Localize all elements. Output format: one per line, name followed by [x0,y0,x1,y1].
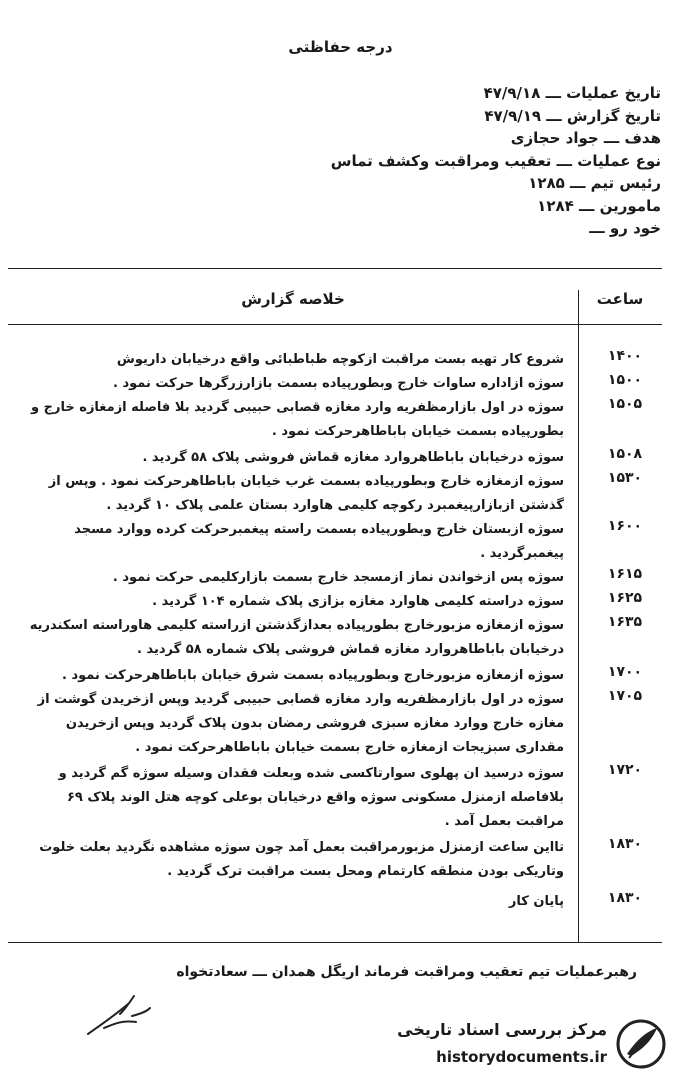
row-summary [24,890,564,914]
quill-pen-logo-icon [615,1018,667,1070]
table-bottom-rule [8,942,662,943]
header-team-leader: رئیس تیم ـــ ۱۲۸۵ [528,174,661,192]
row-summary [24,470,564,518]
row-summary-line: سوژه دراسته کلیمی هاوارد مغازه بزازی پلاک شماره ۱۰۴ گردید . [152,594,564,609]
row-summary-line: سوژه ازاداره ساوات خارج وبطورپیاده بسمت بازارزرگرها حرکت نمود . [113,376,564,391]
row-time: ۱۶۱۵ [607,566,643,582]
header-vehicle: خود رو ـــ [589,219,661,237]
row-time: ۱۶۳۵ [607,614,643,630]
row-time: ۱۵۰۵ [607,396,643,412]
row-summary-line: مراقبت بعمل آمد . [444,814,564,829]
report-table [8,268,662,943]
row-summary [24,446,564,470]
row-summary-line: گذشتن ازبازارپیغمبرد رکوچه کلیمی هاوارد بستان علمی پلاک ۱۰ گردید . [106,498,564,513]
row-summary-line: درخیابان باباطاهروارد مغازه قماش فروشی پلاک شماره ۵۸ گردید . [137,642,564,657]
column-header-summary: خلاصه گزارش [241,290,345,308]
header-target: هدف ـــ جواد حجازی [510,129,661,147]
row-summary-line: بلافاصله ازمنزل مسکونی سوژه واقع درخیابان بوعلی کوچه هتل الوند پلاک ۶۹ [66,790,564,805]
column-header-time: ساعت [596,290,644,308]
row-summary [24,518,564,566]
header-agents: مامورین ـــ ۱۲۸۴ [537,196,661,215]
table-column-divider [578,290,579,942]
row-time: ۱۸۳۰ [607,836,643,852]
row-summary [24,614,564,662]
row-summary-line: پایان کار [508,894,564,909]
row-time: ۱۷۰۰ [607,664,643,680]
watermark [381,1016,671,1074]
row-time: ۱۷۰۵ [607,688,643,704]
row-time: ۱۵۰۰ [607,372,643,388]
row-summary-line: سوژه در اول بازارمظفریه وارد مغازه قصابی حبیبی گردید بلا فاصله ازمغازه خارج و [31,400,564,415]
row-summary-line: سوژه درخیابان باباطاهروارد مغازه قماش فروشی پلاک ۵۸ گردید . [142,450,564,465]
classification-label: درجه حفاظتی [288,38,393,56]
row-summary-line: سوژه ازمغازه مزبورخارج بطورپیاده بعدازگذشتن ازراسته کلیمی هاوراسته اسکندریه [29,618,564,633]
row-time: ۱۵۳۰ [607,470,643,486]
row-summary [24,396,564,444]
row-summary-line: سوژه ازبستان خارج وبطورپیاده بسمت راسته پیغمبرحرکت کرده ووارد مسجد [74,522,564,537]
row-summary-line: تااین ساعت ازمنزل مزبورمراقبت بعمل آمد چون سوژه مشاهده نگردید بعلت خلوت [39,840,564,855]
row-summary [24,590,564,614]
header-operation-type: نوع عملیات ـــ تعقیب ومراقبت وکشف تماس [330,151,661,170]
header-report-date: تاریخ گزارش ـــ ۴۷/۹/۱۹ [484,106,661,125]
row-summary-line: پیغمبرگردید . [480,546,564,561]
row-summary [24,836,564,884]
row-summary-line: بطورپیاده بسمت خیابان باباطاهرحرکت نمود . [271,424,564,439]
row-summary-line: سوژه درسید ان پهلوی سوارتاکسی شده وبعلت فقدان وسیله سوژه گم گردید و [58,766,564,781]
row-summary-line: سوژه در اول بازارمظفریه وارد مغازه قصابی حبیبی گردید وپس ازخریدن گوشت از [37,692,564,707]
row-time: ۱۵۰۸ [607,446,643,462]
row-summary [24,566,564,590]
row-summary-line: وتاریکی بودن منطقه کارتمام ومحل بست مراقبت ترک گردید . [167,864,564,879]
row-summary [24,664,564,688]
row-summary [24,762,564,834]
row-summary [24,372,564,396]
row-summary [24,688,564,760]
operation-leader-line: رهبرعملیات تیم تعقیب ومراقبت فرماند اریگل همدان ـــ سعادتخواه [176,964,637,980]
row-time: ۱۸۳۰ [607,890,643,906]
row-summary [24,348,564,372]
row-time: ۱۶۰۰ [607,518,643,534]
header-operation-date: تاریخ عملیات ـــ ۴۷/۹/۱۸ [483,84,661,102]
row-summary-line: مقداری سبزیجات ازمغازه خارج بسمت خیابان باباطاهرحرکت نمود . [135,740,564,755]
row-summary-line: سوژه ازمغازه مزبورخارج وبطورپیاده بسمت شرق خیابان باباطاهرحرکت نمود . [61,668,564,683]
row-summary-line: مغازه خارج ووارد مغازه سبزی فروشی رمضان بدون پلاک گردید وپس ازخریدن [65,716,564,731]
row-time: ۱۴۰۰ [607,348,643,364]
watermark-title: مرکز بررسی اسناد تاریخی [397,1020,607,1039]
row-time: ۱۶۲۵ [607,590,643,606]
row-summary-line: سوژه ازمغازه خارج وبطورپیاده بسمت غرب خیابان باباطاهرحرکت نمود . وپس از [48,474,564,489]
handwritten-signature [84,994,154,1040]
row-time: ۱۷۲۰ [607,762,643,778]
table-top-rule [8,268,662,269]
table-header-rule [8,324,662,325]
row-summary-line: سوژه پس ازخواندن نماز ازمسجد خارج بسمت بازارکلیمی حرکت نمود . [112,570,564,585]
watermark-url: historydocuments.ir [436,1048,607,1066]
report-header [21,82,661,240]
row-summary-line: شروع کار تهیه بست مراقبت ازکوچه طباطبائی واقع درخیابان داریوش [116,352,564,367]
